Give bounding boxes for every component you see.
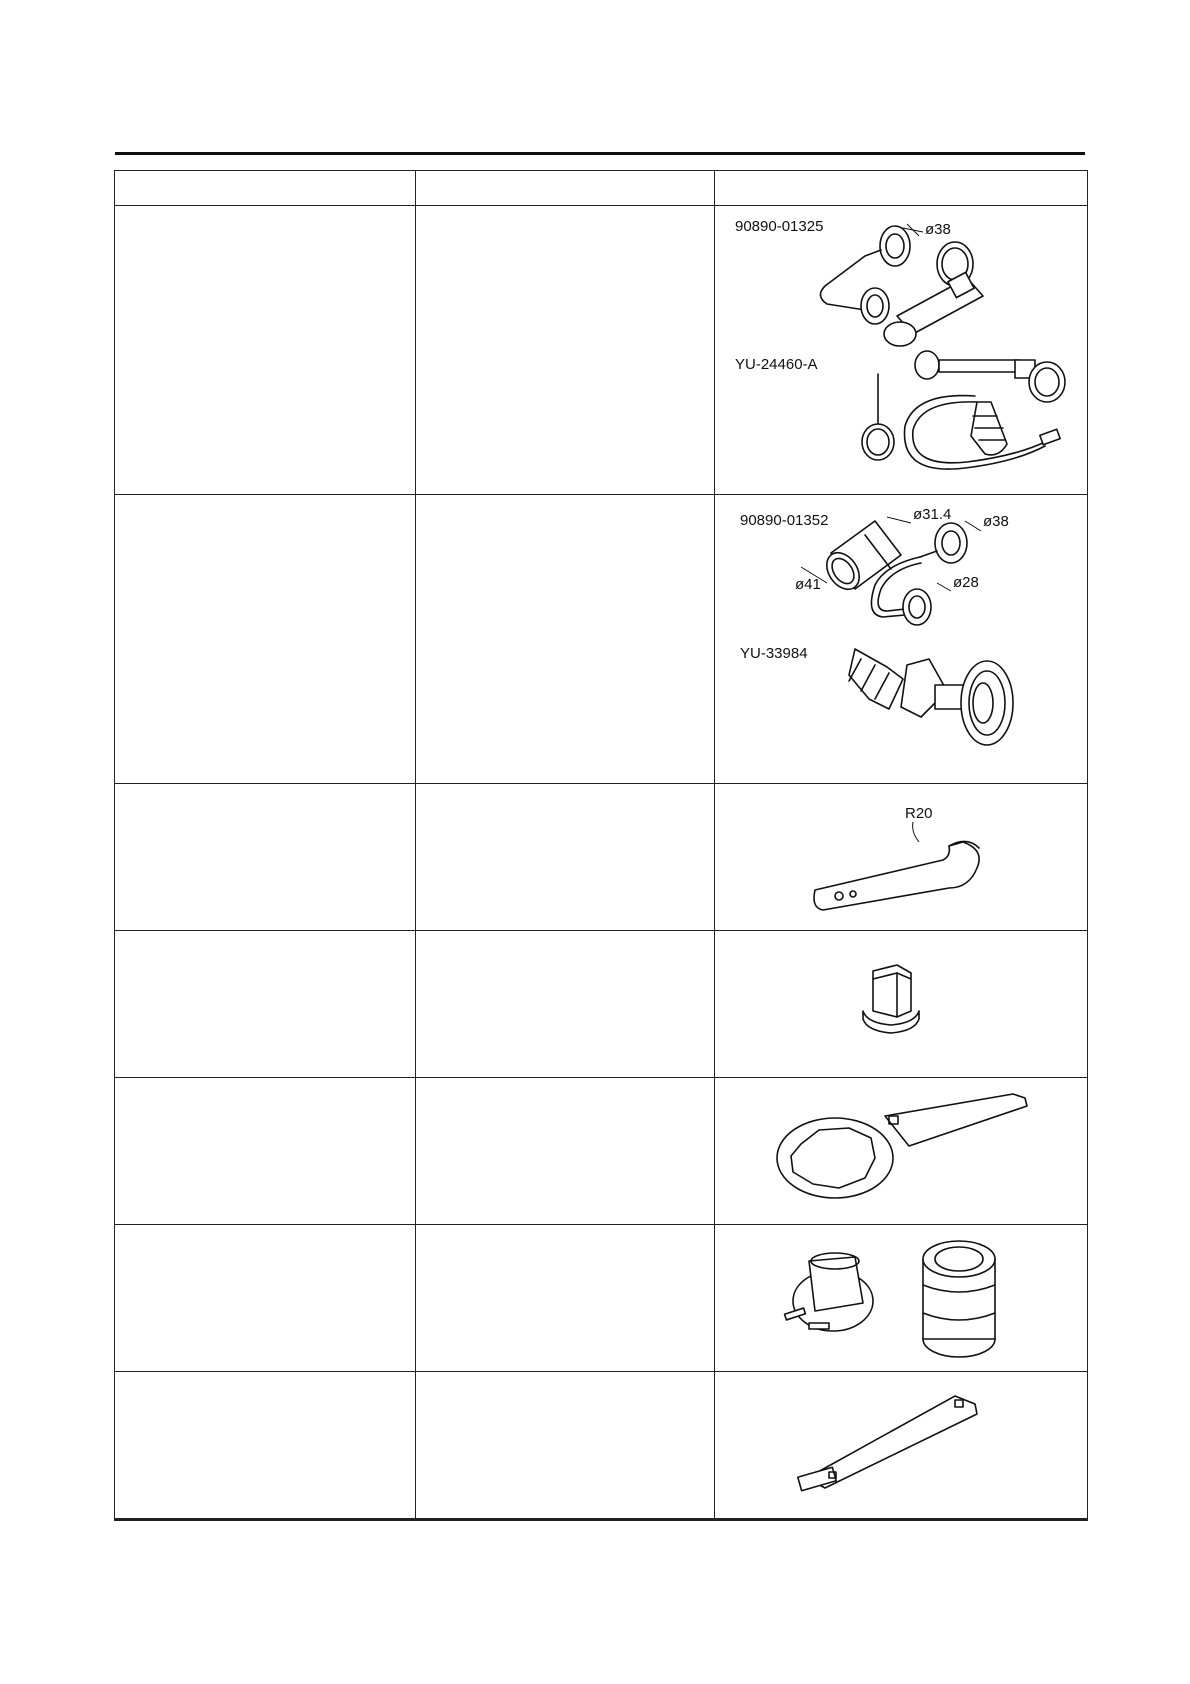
table-row (115, 931, 1088, 1078)
tool-number-cell (416, 206, 715, 495)
tool-number-cell (416, 1225, 715, 1372)
top-rule (115, 152, 1085, 155)
tool-name-cell (115, 931, 416, 1078)
tool-name-cell (115, 1225, 416, 1372)
tool-illustration-cell (715, 1225, 1088, 1372)
header-cell-tool-name (115, 171, 416, 206)
header-cell-part-number (416, 171, 715, 206)
tool-illustration-cell (715, 1078, 1088, 1225)
tool-number-cell (416, 1078, 715, 1225)
table-row (115, 1078, 1088, 1225)
dimension-label: ø28 (953, 574, 979, 591)
hook-wrench-drawing (715, 784, 1085, 930)
dimension-label: ø41 (795, 576, 821, 593)
tool-name-cell (115, 1078, 416, 1225)
radiator-cap-tester-drawing (715, 206, 1085, 494)
tool-name-cell (115, 1372, 416, 1520)
special-tools-table (114, 170, 1088, 1521)
tool-illustration-cell (715, 206, 1088, 495)
tool-number-cell (416, 931, 715, 1078)
octagonal-wrench-drawing (715, 1078, 1085, 1224)
part-number-label: YU-33984 (740, 645, 808, 662)
part-number-label: 90890-01352 (740, 512, 829, 529)
tool-number-cell (416, 1372, 715, 1520)
tool-illustration-cell (715, 784, 1088, 931)
tool-name-cell (115, 495, 416, 784)
dimension-label: R20 (905, 805, 933, 822)
table-row (115, 1372, 1088, 1520)
part-number-label: 90890-01325 (735, 218, 824, 235)
adapter-bolt-drawing (715, 931, 1085, 1077)
radiator-cap-tester-adapter-drawing (715, 495, 1085, 783)
holder-and-spacer-drawing (715, 1225, 1085, 1371)
tool-illustration-cell (715, 495, 1088, 784)
table-row (115, 495, 1088, 784)
table-header-row (115, 171, 1088, 206)
header-cell-illustration (715, 171, 1088, 206)
dimension-label: ø38 (925, 221, 951, 238)
dimension-label: ø31.4 (913, 506, 952, 523)
double-ended-wrench-drawing (715, 1372, 1085, 1518)
tool-number-cell (416, 495, 715, 784)
table-row (115, 784, 1088, 931)
tool-name-cell (115, 206, 416, 495)
tool-name-cell (115, 784, 416, 931)
part-number-label: YU-24460-A (735, 356, 818, 373)
table-row (115, 206, 1088, 495)
dimension-label: ø38 (983, 513, 1009, 530)
tool-number-cell (416, 784, 715, 931)
tool-illustration-cell (715, 931, 1088, 1078)
tool-illustration-cell (715, 1372, 1088, 1520)
table-row (115, 1225, 1088, 1372)
